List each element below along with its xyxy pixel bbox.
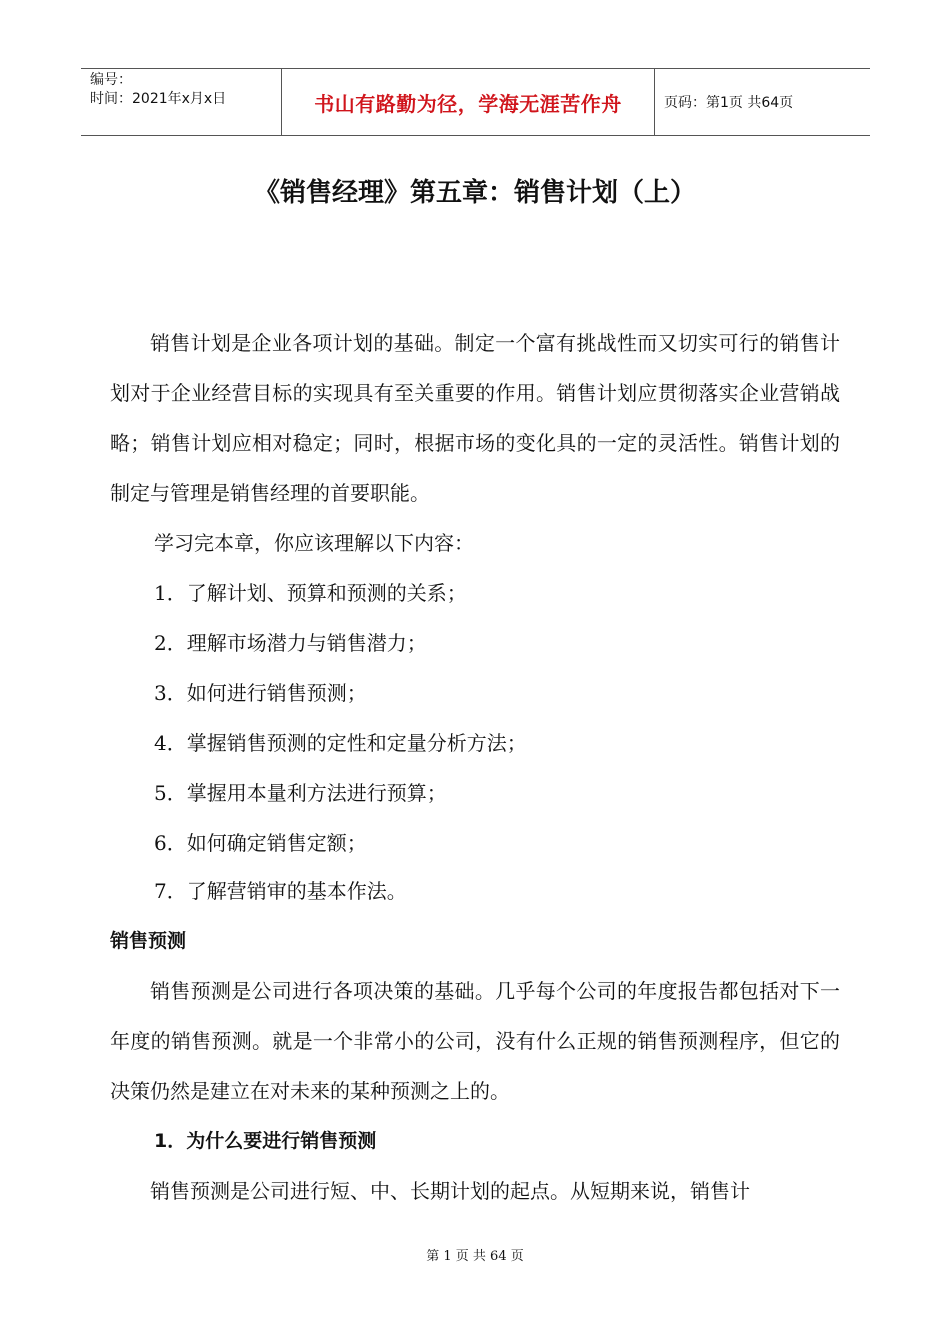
subsection-paragraph: 销售预测是公司进行短、中、长期计划的起点。从短期来说，销售计 bbox=[150, 1179, 750, 1203]
header-meta bbox=[81, 69, 282, 135]
page-footer: 第 1 页 共 64 页 bbox=[426, 1249, 524, 1264]
section-paragraph: 销售预测是公司进行各项决策的基础。几乎每个公司的年度报告都包括对下一年度的销售预测。就是一个非常小的公司，没有什么正规的销售预测程序，但它的决策仍然是建立在对未来的某种预测之上的。 bbox=[110, 979, 840, 1103]
section-heading: 销售预测 bbox=[110, 930, 187, 952]
objective-item: 4．掌握销售预测的定性和定量分析方法； bbox=[154, 731, 527, 755]
objectives-lead: 学习完本章，你应该理解以下内容： bbox=[154, 531, 474, 555]
serial-label: 编号： bbox=[90, 72, 132, 88]
objective-item: 2．理解市场潜力与销售潜力； bbox=[154, 631, 427, 655]
objective-item: 7．了解营销审的基本作法。 bbox=[154, 879, 407, 903]
time-label: 时间：2021年x月x日 bbox=[90, 91, 227, 107]
objective-item: 6．如何确定销售定额； bbox=[154, 831, 367, 855]
objective-item: 5．掌握用本量利方法进行预算； bbox=[154, 781, 447, 805]
objective-item: 3．如何进行销售预测； bbox=[154, 681, 367, 705]
header-page-info: 页码：第1页 共64页 bbox=[664, 95, 794, 111]
page-header bbox=[81, 68, 870, 136]
objective-item: 1．了解计划、预算和预测的关系； bbox=[154, 581, 467, 605]
intro-paragraph: 销售计划是企业各项计划的基础。制定一个富有挑战性而又切实可行的销售计划对于企业经营目标的实现具有至关重要的作用。销售计划应贯彻落实企业营销战略；销售计划应相对稳定；同时，根据市场的变化具的一定的灵活性。销售计划的制定与管理是销售经理的首要职能。 bbox=[110, 331, 840, 505]
document-title: 《销售经理》第五章：销售计划（上） bbox=[253, 178, 696, 208]
header-motto: 书山有路勤为径，学海无涯苦作舟 bbox=[282, 69, 655, 135]
subsection-heading: 1．为什么要进行销售预测 bbox=[154, 1130, 377, 1152]
